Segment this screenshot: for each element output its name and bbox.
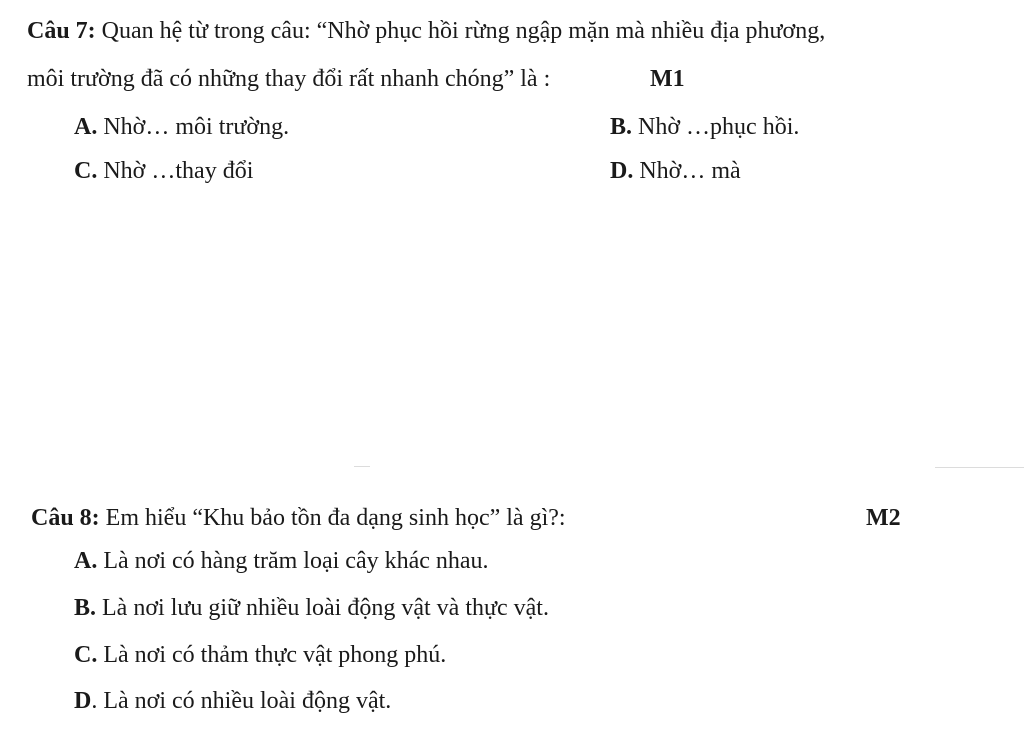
q8-option-b-text: Là nơi lưu giữ nhiều loài động vật và thực vật. <box>96 595 549 621</box>
q7-option-a <box>74 114 289 140</box>
question-8-text: Em hiểu “Khu bảo tồn đa dạng sinh học” là gì?: <box>99 505 566 531</box>
q7-option-b-text: Nhờ …phục hồi. <box>632 114 800 140</box>
question-8-level: M2 <box>866 505 901 531</box>
question-8-line-1 <box>31 505 566 531</box>
question-7-text-line-2: môi trường đã có những thay đổi rất nhanh chóng” là : <box>27 66 551 92</box>
q8-option-a-letter: A. <box>74 548 98 574</box>
q7-option-d-text: Nhờ… mà <box>633 158 741 184</box>
q8-option-d-letter: D <box>74 688 92 714</box>
q8-option-c-letter: C. <box>74 642 98 668</box>
question-7-level: M1 <box>650 66 685 92</box>
q8-option-d-text: . Là nơi có nhiều loài động vật. <box>91 688 392 714</box>
q7-option-b <box>610 114 799 140</box>
q8-option-b <box>74 595 549 621</box>
q8-option-a <box>74 548 489 574</box>
q7-option-c-text: Nhờ …thay đổi <box>97 158 254 184</box>
q7-option-a-text: Nhờ… môi trường. <box>97 114 290 140</box>
question-7-text-line-1: Quan hệ từ trong câu: “Nhờ phục hồi rừng ngập mặn mà nhiều địa phương, <box>95 18 826 44</box>
scan-divider-left <box>354 466 370 467</box>
question-7-line-1 <box>27 18 825 44</box>
q8-option-c <box>74 642 446 668</box>
q7-option-d <box>610 158 741 184</box>
scan-divider-right <box>935 467 1024 468</box>
q7-option-c-letter: C. <box>74 158 98 184</box>
q8-option-d <box>74 688 391 714</box>
q7-option-c <box>74 158 253 184</box>
q7-option-b-letter: B. <box>610 114 633 140</box>
question-7-label: Câu 7: <box>27 18 96 44</box>
q7-option-a-letter: A. <box>74 114 98 140</box>
question-8-label: Câu 8: <box>31 505 100 531</box>
q7-option-d-letter: D. <box>610 158 634 184</box>
question-7-line-2 <box>27 66 550 92</box>
q8-option-b-letter: B. <box>74 595 97 621</box>
q8-option-c-text: Là nơi có thảm thực vật phong phú. <box>97 642 447 668</box>
q8-option-a-text: Là nơi có hàng trăm loại cây khác nhau. <box>97 548 489 574</box>
